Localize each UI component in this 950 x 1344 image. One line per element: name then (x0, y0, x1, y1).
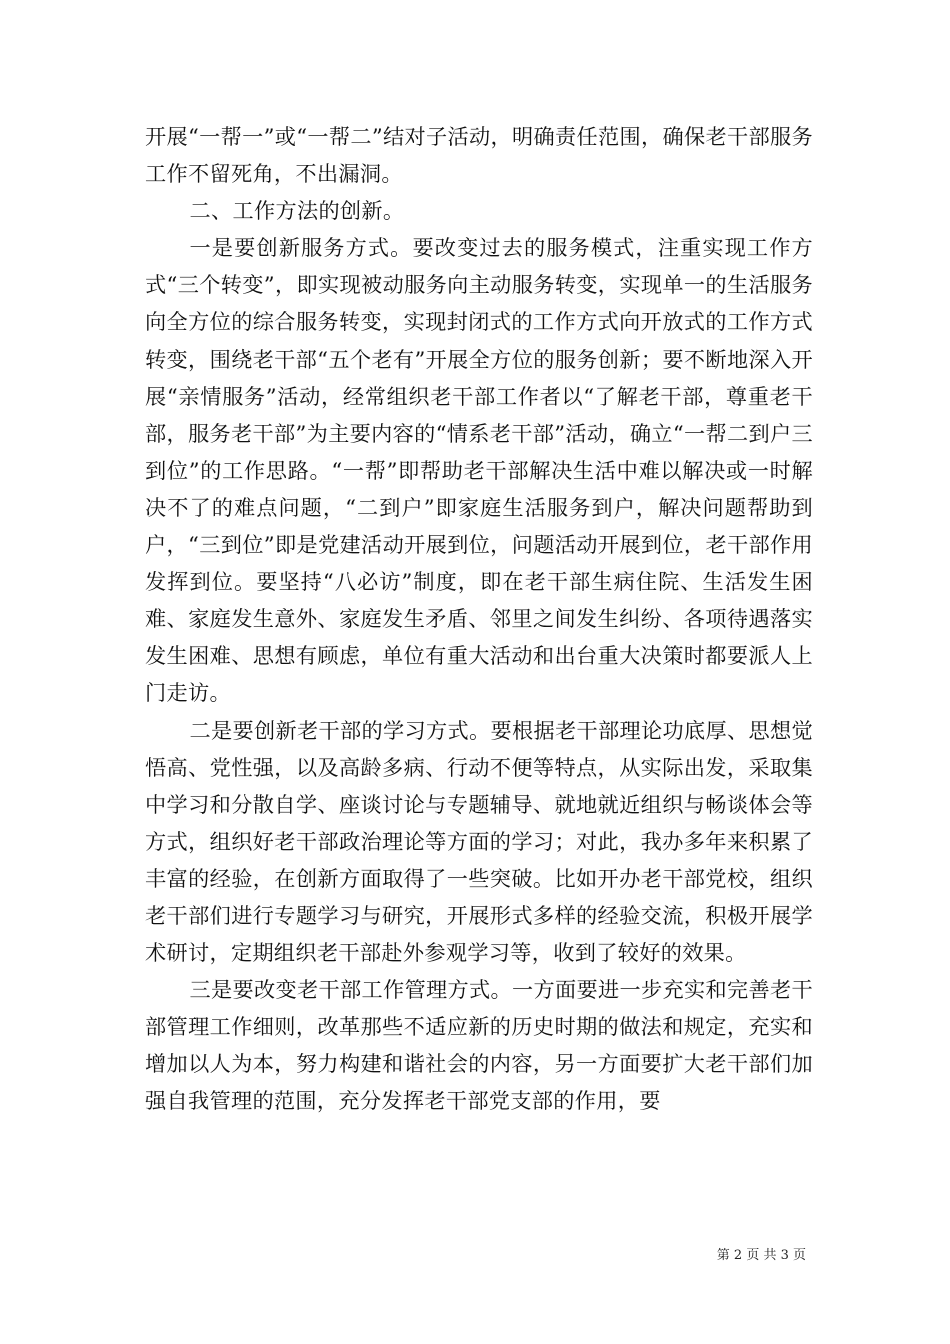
section-heading: 二、工作方法的创新。 (189, 198, 405, 224)
paragraph-service-method: 一是要创新服务方式。要改变过去的服务模式，注重实现工作方式“三个转变”，即实现被动服务向主动服务转变，实现单一的生活服务向全方位的综合服务转变，实现封闭式的工作方式向开放式的工作方式转变，围绕老干部“五个老有”开展全方位的服务创新；要不断地深入开展“亲情服务”活动，经常组织老干部工作者以“了解老干部，尊重老干部，服务老干部”为主要内容的“情系老干部”活动，确立“一帮二到户三到位”的工作思路。“一帮”即帮助老干部解决生活中难以解决或一时解决不了的难点问题，“二到户”即家庭生活服务到户，解决问题帮助到户，“三到位”即是党建活动开展到位，问题活动开展到位，老干部作用发挥到位。要坚持“八必访”制度，即在老干部生病住院、生活发生困难、家庭发生意外、家庭发生矛盾、邻里之间发生纠纷、各项待遇落实发生困难、思想有顾虑，单位有重大活动和出台重大决策时都要派人上门走访。 (145, 235, 813, 706)
paragraph-continuation: 开展“一帮一”或“一帮二”结对子活动，明确责任范围，确保老干部服务工作不留死角，不出漏洞。 (145, 124, 813, 187)
page-number-footer: 第 2 页 共 3 页 (716, 1248, 806, 1263)
paragraph-learning-method: 二是要创新老干部的学习方式。要根据老干部理论功底厚、思想觉悟高、党性强，以及高龄多病、行动不便等特点，从实际出发，采取集中学习和分散自学、座谈讨论与专题辅导、就地就近组织与畅谈体会等方式，组织好老干部政治理论等方面的学习；对此，我办多年来积累了丰富的经验，在创新方面取得了一些突破。比如开办老干部党校，组织老干部们进行专题学习与研究，开展形式多样的经验交流，积极开展学术研讨，定期组织老干部赴外参观学习等，收到了较好的效果。 (145, 717, 813, 966)
document-body (145, 118, 813, 1120)
paragraph-management-method: 三是要改变老干部工作管理方式。一方面要进一步充实和完善老干部管理工作细则，改革那些不适应新的历史时期的做法和规定，充实和增加以人为本，努力构建和谐社会的内容，另一方面要扩大老干部们加强自我管理的范围，充分发挥老干部党支部的作用，要 (145, 977, 813, 1114)
